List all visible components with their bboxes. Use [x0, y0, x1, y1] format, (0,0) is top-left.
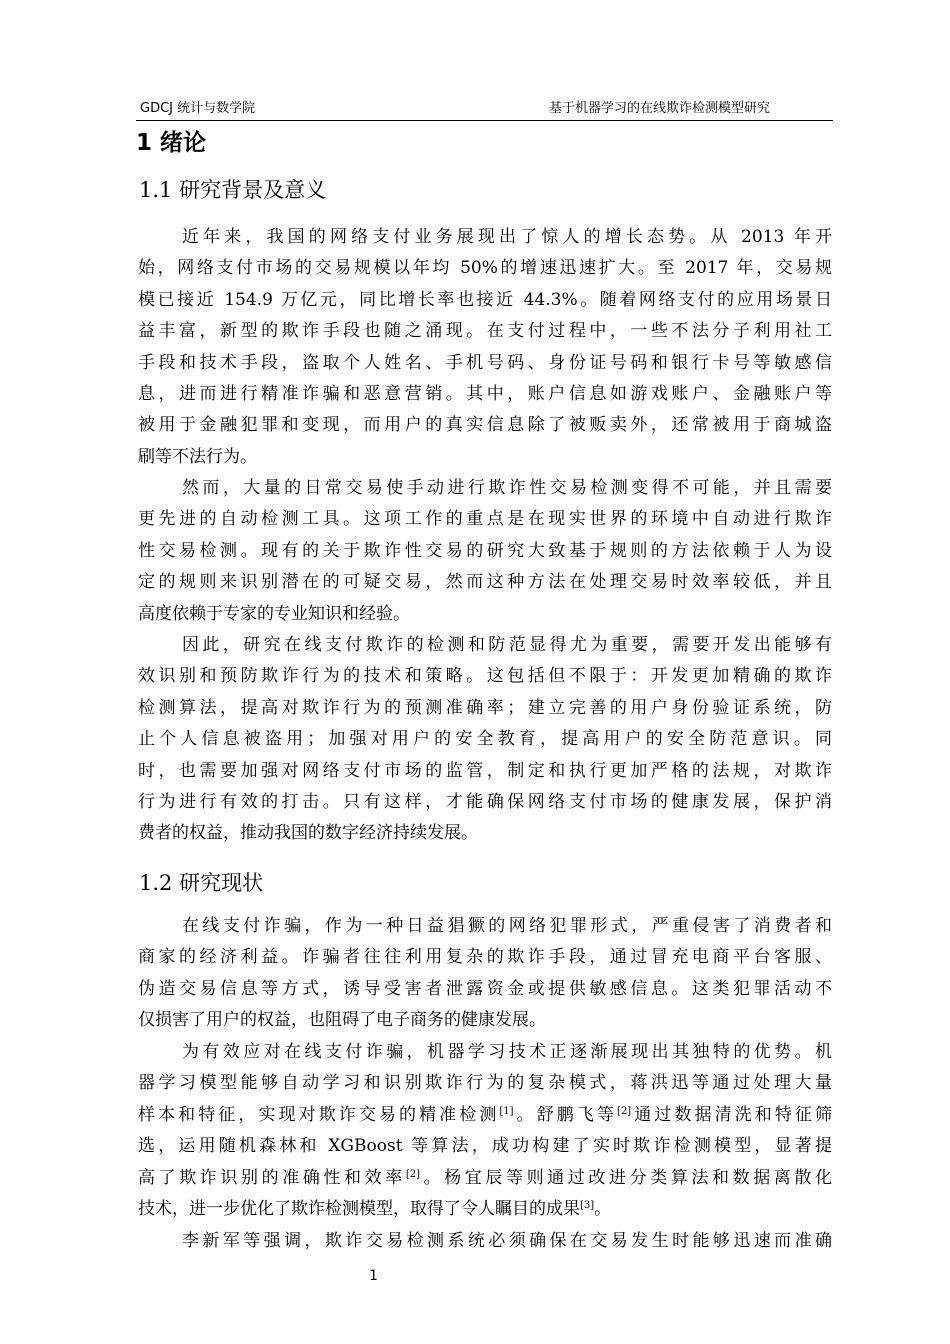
- paragraph-status-1: [138, 911, 832, 1037]
- text-line: 仅损害了用户的权益，也阻碍了电子商务的健康发展。: [138, 1010, 546, 1031]
- text-line: [138, 1100, 832, 1131]
- text-line: 刷等不法行为。: [138, 446, 257, 467]
- text-line: 高度依赖于专家的专业知识和经验。: [138, 603, 410, 624]
- text-line: 伪造交易信息等方式，诱导受害者泄露资金或提供敏感信息。这类犯罪活动不: [138, 978, 832, 999]
- text-run: 。: [594, 1198, 612, 1219]
- text-line: 行为进行有效的打击。只有这样，才能确保网络支付市场的健康发展，保护消: [138, 791, 832, 812]
- text-line: 因此，研究在线支付欺诈的检测和防范显得尤为重要，需要开发出能够有: [182, 635, 832, 655]
- text-line: 检测算法，提高对欺诈行为的预测准确率；建立完善的用户身份验证系统，防: [138, 697, 832, 718]
- running-header-left: GDCJ 统计与数学院: [140, 101, 256, 116]
- text-line: 在线支付诈骗，作为一种日益猖獗的网络犯罪形式，严重侵害了消费者和: [182, 916, 832, 936]
- paragraph-status-3: [138, 1226, 832, 1257]
- text-run: 。杨宜辰等则通过改进分类算法和数据离散化: [419, 1167, 832, 1188]
- text-line: 益丰富，新型的欺诈手段也随之涌现。在支付过程中，一些不法分子利用社工: [138, 321, 832, 342]
- citation-ref: [1]: [499, 1105, 514, 1117]
- citation-ref: [2]: [405, 1168, 420, 1180]
- text-line: 更先进的自动检测工具。这项工作的重点是在现实世界的环境中自动进行欺诈: [138, 509, 832, 530]
- text-line: 然而，大量的日常交易使手动进行欺诈性交易检测变得不可能，并且需要: [182, 478, 832, 498]
- text-run: 通过数据清洗和特征筛: [631, 1104, 832, 1125]
- page-number: 1: [369, 1268, 378, 1284]
- text-line: 定的规则来识别潜在的可疑交易，然而这种方法在处理交易时效率较低，并且: [138, 572, 832, 593]
- citation-ref: [3]: [580, 1199, 595, 1211]
- section-heading-1-1: [139, 176, 326, 204]
- text-line: 止个人信息被盗用；加强对用户的安全教育，提高用户的安全防范意识。同: [138, 729, 832, 750]
- text-line: 性交易检测。现有的关于欺诈性交易的研究大致基于规则的方法依赖于人为设: [138, 540, 832, 561]
- paragraph-background-1: [138, 222, 832, 473]
- text-line: 始，网络支付市场的交易规模以年均 50%的增速迅速扩大。至 2017 年，交易规: [138, 258, 832, 279]
- text-line: 时，也需要加强对网络支付市场的监管，制定和执行更加严格的法规，对欺诈: [138, 760, 832, 781]
- section-number: 1.2: [139, 871, 173, 895]
- text-line: 费者的权益，推动我国的数字经济持续发展。: [138, 823, 478, 844]
- text-line: 近年来，我国的网络支付业务展现出了惊人的增长态势。从 2013 年开: [182, 227, 832, 247]
- header-rule: [136, 120, 833, 121]
- text-line: 效识别和预防欺诈行为的技术和策略。这包括但不限于：开发更加精确的欺诈: [138, 666, 832, 687]
- text-line: 息，进而进行精准诈骗和恶意营销。其中，账户信息如游戏账户、金融账户等: [138, 383, 832, 404]
- text-line: 器学习模型能够自动学习和识别欺诈行为的复杂模式，蒋洪迅等通过处理大量: [138, 1073, 832, 1094]
- text-line: 商家的经济利益。诈骗者往往利用复杂的欺诈手段，通过冒充电商平台客服、: [138, 947, 832, 968]
- text-run: 技术，进一步优化了欺诈检测模型，取得了令人瞩目的成果: [138, 1198, 580, 1219]
- paragraph-background-3: [138, 630, 832, 850]
- section-heading-1-2: [139, 869, 263, 897]
- text-line: 模已接近 154.9 万亿元，同比增长率也接近 44.3%。随着网络支付的应用场景日: [138, 289, 832, 310]
- text-line: 被用于金融犯罪和变现，而用户的真实信息除了被贩卖外，还常被用于商城盗: [138, 415, 832, 436]
- paragraph-background-2: [138, 473, 832, 630]
- text-line: [138, 1194, 832, 1225]
- text-run: 样本和特征，实现对欺诈交易的精准检测: [138, 1104, 500, 1125]
- text-run: 。舒鹏飞等: [513, 1104, 618, 1125]
- section-title: 研究现状: [179, 871, 264, 895]
- text-line: 李新军等强调，欺诈交易检测系统必须确保在交易发生时能够迅速而准确: [182, 1231, 832, 1251]
- running-header-right: 基于机器学习的在线欺诈检测模型研究: [548, 101, 770, 116]
- chapter-title: 1 绪论: [136, 130, 207, 156]
- text-line: 手段和技术手段，盗取个人姓名、手机号码、身份证号码和银行卡号等敏感信: [138, 352, 832, 373]
- section-number: 1.1: [139, 178, 173, 202]
- text-line: 为有效应对在线支付诈骗，机器学习技术正逐渐展现出其独特的优势。机: [182, 1042, 832, 1062]
- citation-ref: [2]: [617, 1105, 632, 1117]
- text-line: 选，运用随机森林和 XGBoost 等算法，成功构建了实时欺诈检测模型，显著提: [138, 1136, 832, 1157]
- text-line: [138, 1163, 832, 1194]
- section-title: 研究背景及意义: [179, 178, 327, 202]
- text-run: 高了欺诈识别的准确性和效率: [138, 1167, 406, 1188]
- paragraph-status-2: [138, 1037, 832, 1225]
